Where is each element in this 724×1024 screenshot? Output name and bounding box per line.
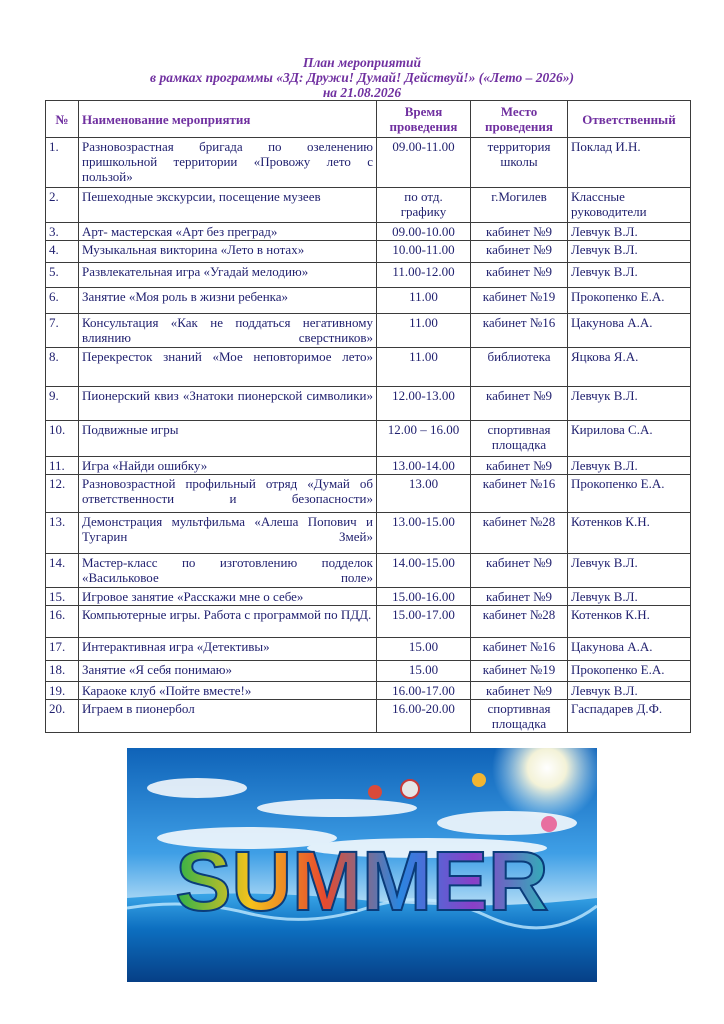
row-number: 16. [46,606,79,638]
event-time: 11.00 [377,348,471,387]
row-number: 10. [46,421,79,457]
event-place: территория школы [471,138,568,188]
event-name: Пионерский квиз «Знатоки пионерской символики» [79,387,377,421]
event-time: 11.00 [377,288,471,314]
table-row [46,457,691,475]
row-number: 12. [46,475,79,513]
event-place: кабинет №9 [471,682,568,700]
event-responsible: Левчук В.Л. [568,387,691,421]
table-row [46,661,691,682]
row-number: 7. [46,314,79,348]
row-number: 5. [46,263,79,288]
table-row [46,700,691,733]
row-number: 1. [46,138,79,188]
row-number: 13. [46,513,79,554]
event-name: Разновозрастная бригада по озеленению пришкольной территории «Провожу лето с пользой» [79,138,377,188]
table-row [46,606,691,638]
event-responsible: Левчук В.Л. [568,588,691,606]
events-table [45,100,691,733]
event-place: спортивная площадка [471,700,568,733]
event-time: 13.00-14.00 [377,457,471,475]
event-responsible: Котенков К.Н. [568,606,691,638]
event-name: Разновозрастной профильный отряд «Думай об ответственности и безопасности» [79,475,377,513]
table-row [46,588,691,606]
row-number: 6. [46,288,79,314]
event-time: 16.00-20.00 [377,700,471,733]
event-name: Занятие «Я себя понимаю» [79,661,377,682]
event-name: Игровое занятие «Расскажи мне о себе» [79,588,377,606]
event-place: кабинет №9 [471,387,568,421]
event-responsible: Цакунова А.А. [568,638,691,661]
plan-title: План мероприятий [302,55,422,70]
table-row [46,314,691,348]
event-name: Перекресток знаний «Мое неповторимое лето» [79,348,377,387]
plan-date: на 21.08.2026 [322,85,402,100]
table-row [46,475,691,513]
event-responsible: Гаспадарев Д.Ф. [568,700,691,733]
event-time: 09.00-10.00 [377,223,471,241]
event-name: Музыкальная викторина «Лето в нотах» [79,241,377,263]
table-row [46,263,691,288]
event-responsible: Прокопенко Е.А. [568,288,691,314]
event-name: Консультация «Как не поддаться негативному влиянию сверстников» [79,314,377,348]
event-time: 10.00-11.00 [377,241,471,263]
event-place: кабинет №16 [471,475,568,513]
table-header-row [46,101,691,138]
row-number: 19. [46,682,79,700]
summer-lettering: SUMMER [175,834,549,928]
event-time: по отд. графику [377,188,471,223]
event-time: 14.00-15.00 [377,554,471,588]
row-number: 14. [46,554,79,588]
row-number: 18. [46,661,79,682]
event-responsible: Кирилова С.А. [568,421,691,457]
event-responsible: Прокопенко Е.А. [568,475,691,513]
event-place: г.Могилев [471,188,568,223]
table-row [46,223,691,241]
summer-banner-icon [127,748,597,982]
event-time: 16.00-17.00 [377,682,471,700]
event-place: кабинет №19 [471,661,568,682]
event-responsible: Левчук В.Л. [568,263,691,288]
event-responsible: Яцкова Я.А. [568,348,691,387]
summer-banner-image [127,748,597,982]
event-place: кабинет №16 [471,314,568,348]
event-place: спортивная площадка [471,421,568,457]
event-place: кабинет №9 [471,241,568,263]
row-number: 11. [46,457,79,475]
col-header-place: Место проведения [471,101,568,138]
event-name: Мастер-класс по изготовлению подделок «Васильковое поле» [79,554,377,588]
table-row [46,241,691,263]
event-time: 11.00-12.00 [377,263,471,288]
event-name: Арт- мастерская «Арт без преград» [79,223,377,241]
event-name: Пешеходные экскурсии, посещение музеев [79,188,377,223]
program-subtitle: в рамках программы «3Д: Дружи! Думай! Действуй!» («Лето – 2026») [150,70,574,85]
row-number: 3. [46,223,79,241]
row-number: 20. [46,700,79,733]
row-number: 9. [46,387,79,421]
event-time: 15.00 [377,661,471,682]
table-row [46,138,691,188]
table-row [46,638,691,661]
event-name: Демонстрация мультфильма «Алеша Попович и Тугарин Змей» [79,513,377,554]
event-place: кабинет №28 [471,513,568,554]
event-time: 09.00-11.00 [377,138,471,188]
event-time: 13.00 [377,475,471,513]
table-row [46,554,691,588]
table-row [46,513,691,554]
col-header-responsible: Ответственный [568,101,691,138]
event-responsible: Левчук В.Л. [568,223,691,241]
event-name: Играем в пионербол [79,700,377,733]
event-responsible: Левчук В.Л. [568,457,691,475]
event-time: 13.00-15.00 [377,513,471,554]
col-header-num: № [46,101,79,138]
event-name: Подвижные игры [79,421,377,457]
event-responsible: Левчук В.Л. [568,682,691,700]
event-name: Компьютерные игры. Работа с программой по ПДД. [79,606,377,638]
event-responsible: Левчук В.Л. [568,241,691,263]
event-name: Караоке клуб «Пойте вместе!» [79,682,377,700]
row-number: 2. [46,188,79,223]
table-row [46,421,691,457]
event-responsible: Левчук В.Л. [568,554,691,588]
event-name: Развлекательная игра «Угадай мелодию» [79,263,377,288]
col-header-name: Наименование мероприятия [79,101,377,138]
event-place: библиотека [471,348,568,387]
table-row [46,188,691,223]
event-place: кабинет №16 [471,638,568,661]
event-time: 12.00-13.00 [377,387,471,421]
event-time: 12.00 – 16.00 [377,421,471,457]
event-place: кабинет №9 [471,223,568,241]
event-place: кабинет №9 [471,457,568,475]
event-name: Интерактивная игра «Детективы» [79,638,377,661]
table-row [46,682,691,700]
event-name: Занятие «Моя роль в жизни ребенка» [79,288,377,314]
event-time: 15.00 [377,638,471,661]
event-time: 15.00-16.00 [377,588,471,606]
event-place: кабинет №19 [471,288,568,314]
col-header-time: Время проведения [377,101,471,138]
event-place: кабинет №28 [471,606,568,638]
event-responsible: Поклад И.Н. [568,138,691,188]
event-time: 11.00 [377,314,471,348]
event-name: Игра «Найди ошибку» [79,457,377,475]
event-place: кабинет №9 [471,554,568,588]
row-number: 4. [46,241,79,263]
event-time: 15.00-17.00 [377,606,471,638]
event-responsible: Цакунова А.А. [568,314,691,348]
event-responsible: Котенков К.Н. [568,513,691,554]
event-place: кабинет №9 [471,588,568,606]
row-number: 8. [46,348,79,387]
row-number: 15. [46,588,79,606]
event-place: кабинет №9 [471,263,568,288]
table-row [46,387,691,421]
event-responsible: Прокопенко Е.А. [568,661,691,682]
row-number: 17. [46,638,79,661]
table-row [46,348,691,387]
event-responsible: Классные руководители [568,188,691,223]
table-row [46,288,691,314]
